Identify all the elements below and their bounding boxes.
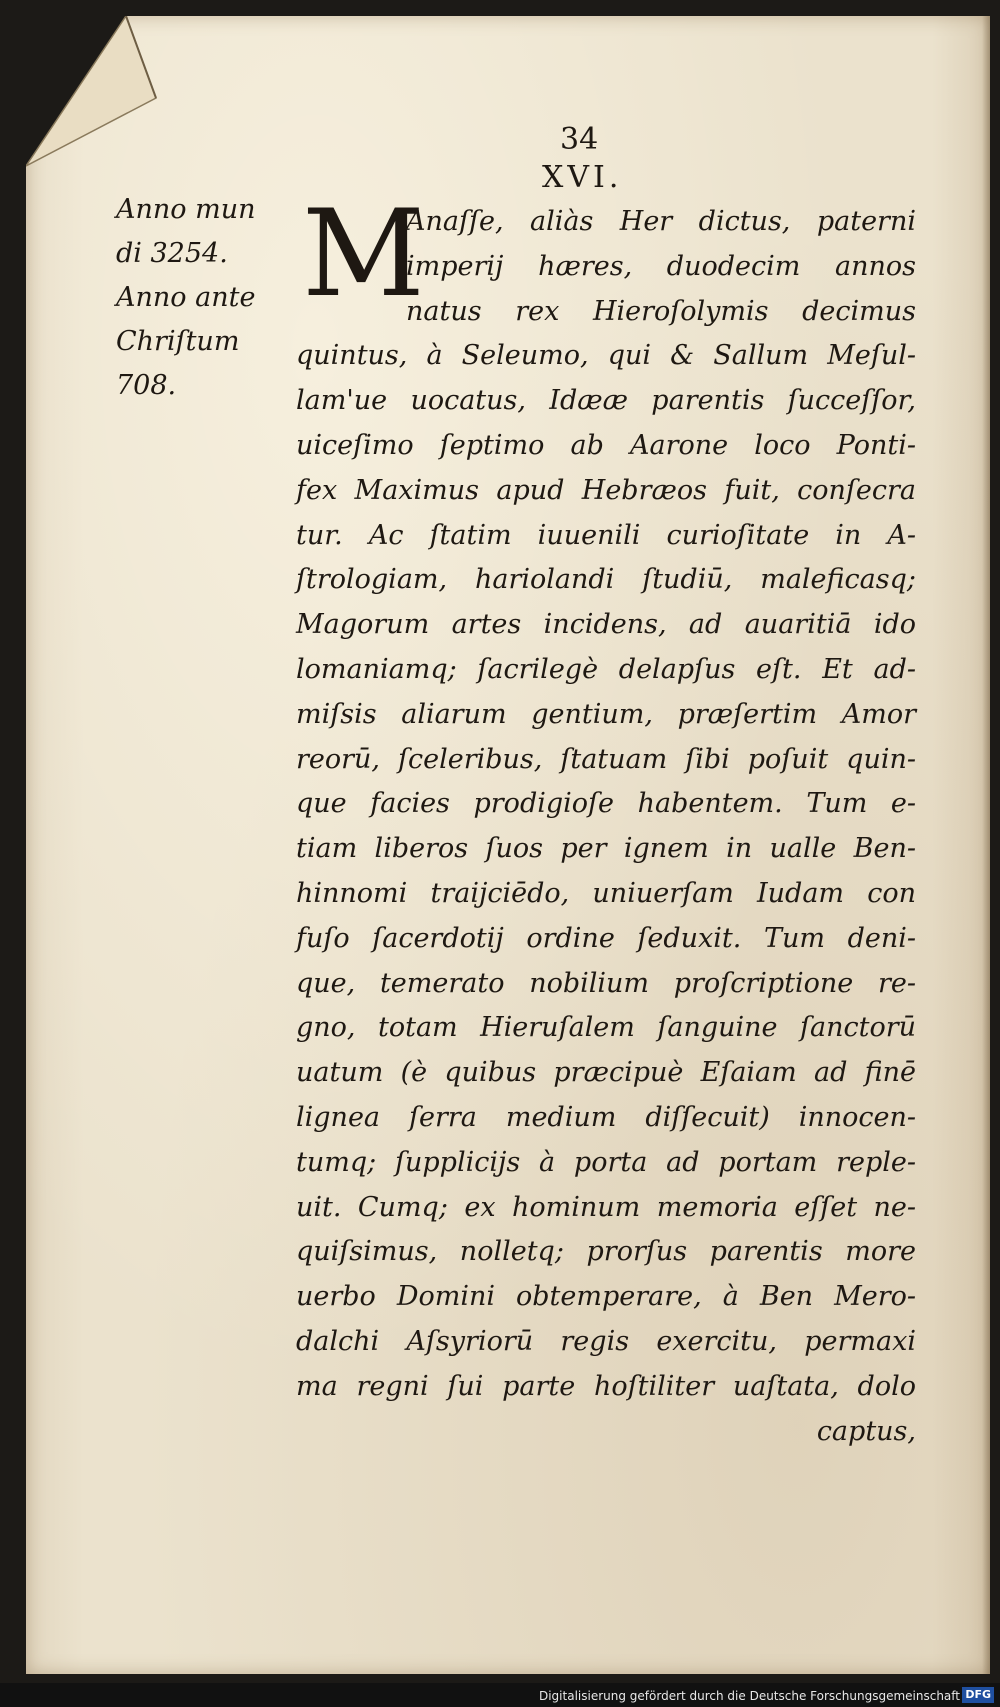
text-line: lam'ue uocatus, Idææ parentis ſucceſſor,	[296, 385, 916, 417]
margin-note-line: di 3254.	[116, 238, 228, 269]
text-line: imperij hæres, duodecim annos	[406, 250, 916, 282]
text-line: ma regni ſui parte hoſtiliter uaſtata, dolo	[296, 1370, 916, 1402]
text-line: fex Maximus apud Hebræos fuit, conſecra	[296, 474, 916, 506]
margin-note-line: Chriſtum	[116, 326, 240, 357]
text-line: quintus, à Seleumo, qui & Sallum Meſul-	[296, 340, 916, 372]
text-line: gno, totam Hieruſalem ſanguine ſanctorū	[296, 1012, 916, 1044]
text-line: natus rex Hieroſolymis decimus	[406, 295, 916, 327]
text-line: que, temerato nobilium proſcriptione re-	[296, 967, 916, 999]
text-line: tumq; ſupplicijs à porta ad portam reple-	[296, 1146, 916, 1178]
text-line: lomaniamq; ſacrilegè delapſus eſt. Et ad-	[296, 653, 916, 685]
text-line: miſsis aliarum gentium, præſertim Amor	[296, 698, 916, 730]
margin-note	[116, 188, 296, 408]
page-edge-shadow	[982, 16, 990, 1674]
text-line: Anaſſe, aliàs Her dictus, paterni	[406, 206, 916, 237]
footer-bar	[0, 1683, 1000, 1707]
text-line: tur. Ac ſtatim iuuenili curioſitate in A-	[296, 519, 916, 551]
page-number: 34	[560, 122, 599, 157]
text-line: quiſsimus, nolletq; prorſus parentis more	[296, 1236, 916, 1268]
text-line: uatum (è quibus præcipuè Eſaiam ad finē	[296, 1057, 916, 1089]
margin-note-line: 708.	[116, 370, 177, 401]
text-line: fuſo ſacerdotij ordine ſeduxit. Tum deni-	[296, 922, 916, 954]
text-line: uerbo Domini obtemperare, à Ben Mero-	[296, 1281, 916, 1313]
text-line: Magorum artes incidens, ad auaritiā ido	[296, 609, 916, 641]
text-line: reorū, ſceleribus, ſtatuam ſibi poſuit quin-	[296, 743, 916, 775]
margin-note-line: Anno ante	[116, 282, 256, 313]
chapter-number: XVI.	[542, 160, 623, 195]
folded-corner	[26, 16, 176, 186]
text-line: uit. Cumq; ex hominum memoria eſſet ne-	[296, 1191, 916, 1223]
text-line: que facies prodigioſe habentem. Tum e-	[296, 788, 916, 820]
catchword: captus,	[816, 1415, 916, 1447]
drop-cap: M	[302, 185, 425, 324]
text-line: hinnomi traijciēdo, uniuerſam Iudam con	[296, 877, 916, 909]
digitization-credit: Digitalisierung gefördert durch die Deutsche Forschungsgemeinschaft	[538, 1689, 960, 1703]
text-line: tiam liberos ſuos per ignem in ualle Ben-	[296, 833, 916, 865]
margin-note-line: Anno mun	[116, 194, 256, 225]
text-line: lignea ſerra medium diſſecuit) innocen-	[296, 1101, 916, 1133]
dfg-logo: DFG	[962, 1687, 994, 1703]
text-line: uiceſimo ſeptimo ab Aarone loco Ponti-	[296, 429, 916, 461]
text-line: dalchi Aſsyriorū regis exercitu, permaxi	[296, 1325, 916, 1357]
body-text	[296, 185, 916, 1454]
text-line: ſtrologiam, hariolandi ſtudiū, maleficasq;	[296, 564, 916, 596]
